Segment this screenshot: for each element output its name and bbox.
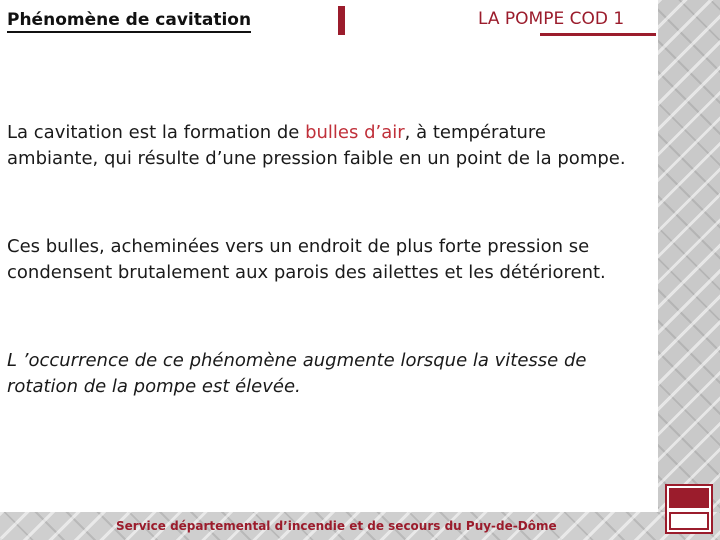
definition-text-start: La cavitation est la formation de [7, 122, 306, 143]
section-title: Phénomène de cavitation [7, 10, 251, 33]
paragraph-definition [7, 120, 627, 172]
definition-text-end: , à température ambiante, qui résulte d’une pression faible en un point de la pompe. [7, 122, 626, 169]
course-title: LA POMPE COD 1 [478, 9, 625, 29]
title-divider [338, 6, 345, 35]
paragraph-effects: Ces bulles, acheminées vers un endroit de plus forte pression se condensent brutalement aux parois des ailettes et les détériorent. [7, 236, 606, 283]
highlight-term: bulles d’air [305, 122, 405, 143]
sdis-logo-icon [665, 484, 713, 534]
checker-plate-side [658, 0, 720, 540]
paragraph-occurrence: L ’occurrence de ce phénomène augmente lorsque la vitesse de rotation de la pompe est élevée. [7, 350, 587, 397]
course-title-underline [540, 33, 656, 36]
footer-organization: Service départemental d’incendie et de secours du Puy-de-Dôme [116, 519, 557, 533]
